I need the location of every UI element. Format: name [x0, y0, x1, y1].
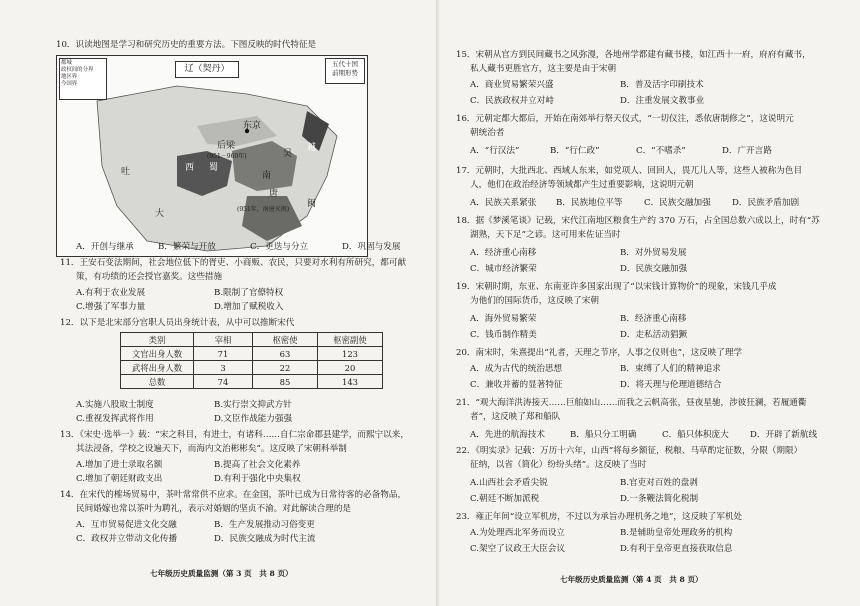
legend-item: 今国界	[61, 81, 78, 87]
table-cell: 143	[318, 375, 383, 389]
q17-line-2: 人，他们在政治经济等领域都产生过重要影响，这说明元朝	[470, 180, 694, 190]
map-label: 唐	[269, 189, 279, 199]
q16-option-a: A．“行汉法”	[470, 146, 520, 156]
q21-stem: 21．“观大海洋洪涛接天……巨舶如山……而我之云帆高张，昼夜星驰，涉彼狂澜，若履通衢	[456, 398, 807, 408]
table-row	[121, 347, 383, 361]
q19-option-d: D．走私活动猖獗	[620, 330, 688, 340]
q23-option-c: C.架空了议政王大臣会议	[470, 544, 565, 554]
q19-option-a: A．海外贸易繁荣	[470, 314, 537, 324]
q14-option-c: C．政权并立带动文化传播	[76, 534, 178, 544]
q18-option-c: C．城市经济繁荣	[470, 264, 537, 274]
q15-line-2: 私人藏书更胜官方，这主要是由于宋朝	[470, 64, 617, 74]
q15-option-d: D．注重发展文教事业	[620, 96, 705, 106]
q20-option-d: D．将天理与伦理道德结合	[620, 380, 722, 390]
q18-option-a: A．经济重心南移	[470, 248, 537, 258]
table-cell: 63	[253, 347, 318, 361]
q17-option-c: C．民族交融加强	[644, 198, 711, 208]
q19-option-b: B．经济重心南移	[620, 314, 687, 324]
q14-line-2: 民间婚嫁也常以茶叶为聘礼，表示对婚姻的坚贞不渝。对此解读合理的是	[76, 504, 352, 514]
q19-option-c: C．钱币制作精美	[470, 330, 537, 340]
q13-option-d: D.有利于强化中央集权	[214, 474, 301, 484]
q18-option-d: D．民族交融加强	[620, 264, 688, 274]
table-header-cell: 类别	[121, 333, 194, 347]
q14-line-1: 14．在宋代的榷场贸易中，茶叶常常供不应求。在金国，茶叶已成为日常待客的必备物品，	[60, 490, 407, 500]
table-cell: 武将出身人数	[121, 361, 194, 375]
q13-option-b: B.提高了社会文化素养	[214, 460, 301, 470]
table-cell: 22	[253, 361, 318, 375]
legend-item: 地区界	[61, 74, 78, 80]
map-label: 越	[307, 143, 317, 153]
q11-option-a: A.有利于农业发展	[76, 288, 146, 298]
table-header-row	[121, 333, 383, 347]
q22-line-1: 22．《明实录》记载：万历十六年，山西“将每乡额征，税粮、马草酌定征数，分限（期限）	[456, 446, 803, 456]
map-label: 大	[155, 209, 165, 219]
q15-line-1: 15．宋朝从官方到民间藏书之风弥漫，各地州学都建有藏书楼，如江西十一府，府府有藏书，	[456, 50, 811, 60]
q22-option-d: D.一条鞭法简化税制	[620, 494, 699, 504]
q13-option-c: C.增加了朝廷财政支出	[76, 474, 163, 484]
q10-map	[56, 55, 368, 257]
q12-option-a: A.实施八股取士制度	[76, 400, 154, 410]
table-cell: 3	[194, 361, 253, 375]
table-cell: 85	[253, 375, 318, 389]
map-label: 后梁	[217, 141, 236, 151]
q23-option-d: D.有利于皇帝更直接获取信息	[620, 544, 733, 554]
q12-table	[120, 332, 383, 389]
legend-item: 政权间的分界	[61, 67, 94, 73]
table-row	[121, 361, 383, 375]
q21-option-c: C．船只体积庞大	[662, 430, 729, 440]
table-header-cell: 枢密副使	[318, 333, 383, 347]
q10-option-b: B．繁荣与开放	[158, 242, 216, 252]
q10-option-c: C．更迭与分立	[250, 242, 309, 252]
q12-option-d: D.文臣作战能力强强	[214, 414, 293, 424]
q18-line-1: 18．据《梦溪笔谈》记载，宋代江南地区粮食生产约 370 万石，占全国总数六成以上，时有“苏	[456, 216, 820, 226]
q16-option-b: B．“行仁政”	[550, 146, 600, 156]
q19-line-2: 为他们的国际货币，这反映了宋朝	[470, 296, 599, 306]
dynasty-line: 五代十国	[332, 60, 358, 68]
map-label: 西	[185, 163, 195, 173]
q11-option-d: D.增加了赋税收入	[214, 302, 284, 312]
q22-option-a: A.山西社会矛盾尖锐	[470, 478, 548, 488]
q10-stem: 10．识读地图是学习和研究历史的重要方法。下图反映的时代特征是	[56, 40, 317, 50]
q17-option-a: A．民族关系紧张	[470, 198, 537, 208]
q21-stem-2: 者”，这反映了郑和船队	[470, 412, 561, 422]
q22-option-b: B.官吏对百姓的盘剥	[620, 478, 698, 488]
table-cell: 71	[194, 347, 253, 361]
q15-option-c: C．民族政权并立对峙	[470, 96, 554, 106]
q12-option-b: B.实行崇文抑武方针	[214, 400, 292, 410]
map-legend	[59, 58, 107, 100]
q22-line-2: 征纳，以省（简化）纷纷头绪”。这反映了当时	[470, 460, 647, 470]
q12-stem: 12．以下是北宋部分官职人员出身统计表，从中可以推断宋代	[60, 318, 295, 328]
q22-option-c: C.朝廷不断加派税	[470, 494, 540, 504]
table-header-cell: 宰相	[194, 333, 253, 347]
q13-line-2: 其法浸备，学校之设遍天下，而海内文治彬彬矣”。这反映了宋朝科举制	[76, 444, 347, 454]
q20-option-c: C．兼收并蓄的显著特征	[470, 380, 563, 390]
dynasty-line: 前期形势	[332, 69, 358, 77]
left-page-footer: 七年级历史质量监测（第 3 页 共 8 页）	[150, 569, 293, 578]
q11-option-b: B.限制了官僚特权	[214, 288, 284, 298]
q20-option-b: B．束缚了人们的精神追求	[620, 364, 721, 374]
q12-option-c: C.重视发挥武将作用	[76, 414, 154, 424]
q20-option-a: A．成为古代的统治思想	[470, 364, 563, 374]
q15-option-a: A．商业贸易繁荣兴盛	[470, 80, 554, 90]
q17-option-d: D．民族矛盾加剧	[732, 198, 800, 208]
map-label: 南	[262, 171, 272, 181]
table-cell: 20	[318, 361, 383, 375]
q23-option-a: A.为处理西北军务而设立	[470, 528, 565, 538]
q16-line-1: 16．元朝定都大都后，开始在南郊举行祭天仪式，“一切仪注，悉依唐制修之”，这说明元	[456, 114, 794, 124]
q11-option-c: C.增强了军事力量	[76, 302, 146, 312]
q10-option-d: D．巩固与发展	[342, 242, 401, 252]
table-row	[121, 375, 383, 389]
right-page	[440, 0, 860, 606]
q23-stem: 23．雍正年间“设立军机房，不过以为承旨办理机务之地”，这反映了军机处	[456, 512, 743, 522]
q23-option-b: B.是辅助皇帝处理政务的机构	[620, 528, 733, 538]
q17-option-b: B．民族地位平等	[556, 198, 623, 208]
q21-option-a: A．先进的航海技术	[470, 430, 545, 440]
q16-option-d: D．广开言路	[722, 146, 772, 156]
table-cell: 74	[194, 375, 253, 389]
right-page-footer: 七年级历史质量监测（第 4 页 共 8 页）	[560, 575, 703, 584]
q16-option-c: C．“不嗜杀”	[636, 146, 686, 156]
q13-option-a: A.增加了进士录取名额	[76, 460, 163, 470]
q18-option-b: B．对外贸易发展	[620, 248, 687, 258]
q19-line-1: 19．宋朝时期，东亚、东南亚许多国家出现了“以宋钱计算物价”的现象，宋钱几乎成	[456, 282, 777, 292]
map-title: 辽（契丹）	[175, 61, 239, 78]
map-label: 吴	[283, 149, 293, 159]
legend-item: 都城	[61, 60, 72, 66]
map-label: (951－960年)	[207, 153, 247, 160]
map-dynasty-box	[325, 58, 365, 84]
map-label: 闽	[307, 199, 317, 209]
map-label: 吐	[121, 167, 131, 177]
q16-line-2: 朝统治者	[470, 128, 505, 138]
table-cell: 123	[318, 347, 383, 361]
table-header-cell: 枢密使	[253, 333, 318, 347]
q14-option-a: A．互市贸易促进文化交融	[76, 520, 177, 530]
q11-line-1: 11．王安石变法期间，社会地位低下的胥吏、小商贩、农民，只要对水利有所研究，都可献	[60, 258, 407, 268]
table-cell: 文官出身人数	[121, 347, 194, 361]
map-label: 东京	[243, 121, 262, 131]
q15-option-b: B．普及活字印刷技术	[620, 80, 704, 90]
q21-option-d: D．开辟了新航线	[750, 430, 818, 440]
q10-option-a: A．开创与继承	[76, 242, 134, 252]
map-label: (951年，南唐灭闽)	[237, 206, 290, 213]
table-cell: 总数	[121, 375, 194, 389]
q17-line-1: 17．元朝时，大批西北、西域人东来，如党项人、回回人，畏兀儿人等，这些人被称为色目	[456, 166, 803, 176]
q14-option-d: D．民族交融成为时代主流	[214, 534, 316, 544]
q21-option-b: B．船只分工明确	[570, 430, 637, 440]
q20-stem: 20．南宋时，朱熹提出“礼者，天理之节序，人事之仪则也”，这反映了理学	[456, 348, 743, 358]
q13-line-1: 13．《宋史·选举一》载：“宋之科目，有进士，有诸科……自仁宗命郡县建学，而熙宁以来，	[60, 430, 409, 440]
q18-line-2: 湖熟，天下足”之谚。这可用来佐证当时	[470, 230, 621, 240]
q11-line-2: 策，有功绩的还会授官嘉奖。这些措施	[76, 272, 223, 282]
map-label: 蜀	[209, 163, 219, 173]
q14-option-b: B．生产发展推动习俗变更	[214, 520, 315, 530]
